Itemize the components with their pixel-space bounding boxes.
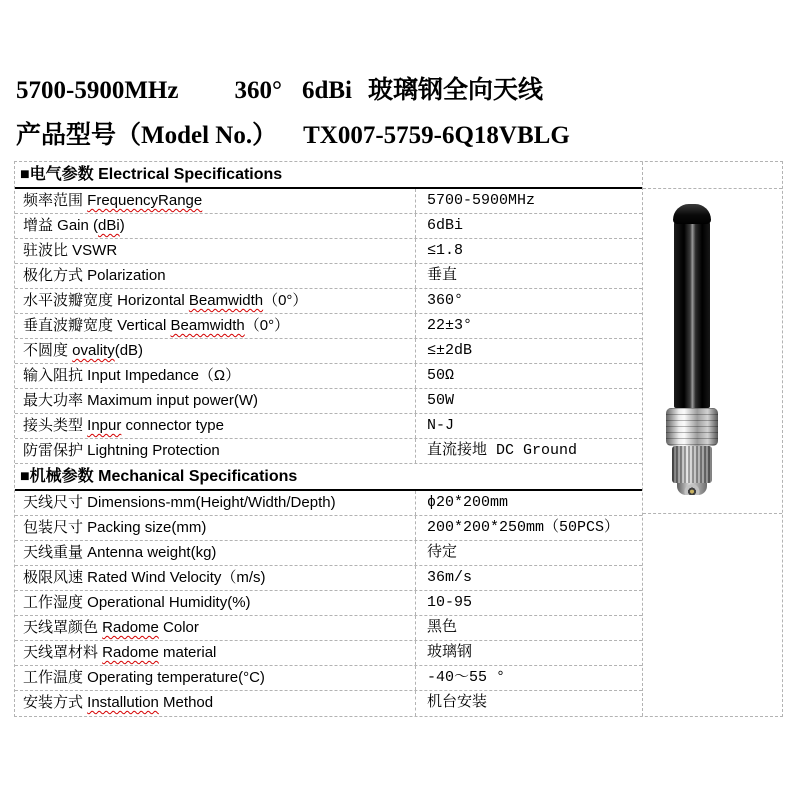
- spec-value: ϕ20*200mm: [427, 494, 509, 511]
- spec-value: 直流接地 DC Ground: [427, 442, 578, 459]
- antenna-connector-coupling-nut: [672, 446, 712, 483]
- spec-value: ≤±2dB: [427, 342, 473, 359]
- spec-value: 50W: [427, 392, 455, 409]
- spec-row: [15, 541, 642, 566]
- spec-row: [15, 189, 642, 214]
- spec-row: [15, 414, 642, 439]
- spec-row: [15, 389, 642, 414]
- spec-label: 水平波瓣宽度 Horizontal Beamwidth（0°）: [15, 289, 416, 313]
- title-gain: 6dBi: [301, 77, 352, 104]
- spec-value: 10-95: [427, 594, 473, 611]
- spec-value: N-J: [427, 417, 455, 434]
- spec-table: [14, 161, 783, 717]
- spec-value: 36m/s: [427, 569, 473, 586]
- spec-value: 黑色: [427, 619, 458, 636]
- spec-label: 输入阻抗 Input Impedance（Ω）: [15, 364, 416, 388]
- photo-column: [643, 162, 782, 716]
- spec-label: 包装尺寸 Packing size(mm): [15, 516, 416, 540]
- title-beamwidth: 360°: [234, 77, 282, 104]
- spec-label: 天线罩材料 Radome material: [15, 641, 416, 665]
- spec-row: [15, 239, 642, 264]
- page-title: [16, 70, 543, 106]
- spec-value: 5700-5900MHz: [427, 192, 536, 209]
- spec-value: 垂直: [427, 267, 458, 284]
- spec-row: [15, 641, 642, 666]
- spec-value: 玻璃钢: [427, 644, 473, 661]
- spec-label: 接头类型 Inpur connector type: [15, 414, 416, 438]
- model-number-line: [16, 115, 570, 151]
- spec-label: 天线罩颜色 Radome Color: [15, 616, 416, 640]
- spec-row: [15, 214, 642, 239]
- antenna-photo-cell: [643, 189, 782, 514]
- spec-label: 增益 Gain (dBi): [15, 214, 416, 238]
- spec-label: 工作湿度 Operational Humidity(%): [15, 591, 416, 615]
- spec-value: -40～55 °: [427, 669, 506, 686]
- spec-label: 天线尺寸 Dimensions-mm(Height/Width/Depth): [15, 491, 416, 515]
- photo-column-empty-cell: [643, 514, 782, 716]
- spec-label: 不圆度 ovality(dB): [15, 339, 416, 363]
- spec-value: 200*200*250mm（50PCS）: [427, 519, 620, 536]
- title-product-name: 玻璃钢全向天线: [368, 77, 544, 104]
- section-header: ■机械参数 Mechanical Specifications: [15, 464, 642, 491]
- spec-row: [15, 264, 642, 289]
- spec-row: [15, 289, 642, 314]
- spec-label: 极限风速 Rated Wind Velocity（m/s): [15, 566, 416, 590]
- spec-value: 22±3°: [427, 317, 473, 334]
- spec-columns-left: [15, 162, 643, 716]
- spec-label: 工作温度 Operating temperature(°C): [15, 666, 416, 690]
- antenna-rod: [674, 222, 710, 408]
- spec-row: [15, 339, 642, 364]
- spec-label: 安装方式 Installution Method: [15, 691, 416, 716]
- spec-row: [15, 591, 642, 616]
- spec-row: [15, 616, 642, 641]
- spec-row: [15, 566, 642, 591]
- antenna-connector-ferrule: [666, 408, 718, 446]
- section-header: ■电气参数 Electrical Specifications: [15, 162, 642, 189]
- spec-value: 360°: [427, 292, 464, 309]
- spec-label: 驻波比 VSWR: [15, 239, 416, 263]
- spec-row: [15, 491, 642, 516]
- spec-value: 6dBi: [427, 217, 464, 234]
- spec-value: 50Ω: [427, 367, 455, 384]
- spec-label: 极化方式 Polarization: [15, 264, 416, 288]
- spec-value: 待定: [427, 544, 458, 561]
- antenna-connector-tip: [677, 483, 707, 495]
- spec-label: 天线重量 Antenna weight(kg): [15, 541, 416, 565]
- spec-value: ≤1.8: [427, 242, 464, 259]
- model-value: TX007-5759-6Q18VBLG: [303, 122, 570, 149]
- photo-column-spacer-cell: [643, 162, 782, 189]
- spec-label: 最大功率 Maximum input power(W): [15, 389, 416, 413]
- spec-label: 防雷保护 Lightning Protection: [15, 439, 416, 463]
- model-label: 产品型号（Model No.）: [16, 122, 278, 149]
- spec-label: 垂直波瓣宽度 Vertical Beamwidth（0°）: [15, 314, 416, 338]
- spec-row: [15, 516, 642, 541]
- antenna-cap: [673, 204, 711, 224]
- spec-row: [15, 691, 642, 716]
- spec-row: [15, 314, 642, 339]
- spec-row: [15, 666, 642, 691]
- spec-row: [15, 364, 642, 389]
- spec-row: [15, 439, 642, 464]
- spec-label: 频率范围 FrequencyRange: [15, 189, 416, 213]
- spec-value: 机台安装: [427, 694, 488, 711]
- title-frequency: 5700-5900MHz: [16, 77, 179, 104]
